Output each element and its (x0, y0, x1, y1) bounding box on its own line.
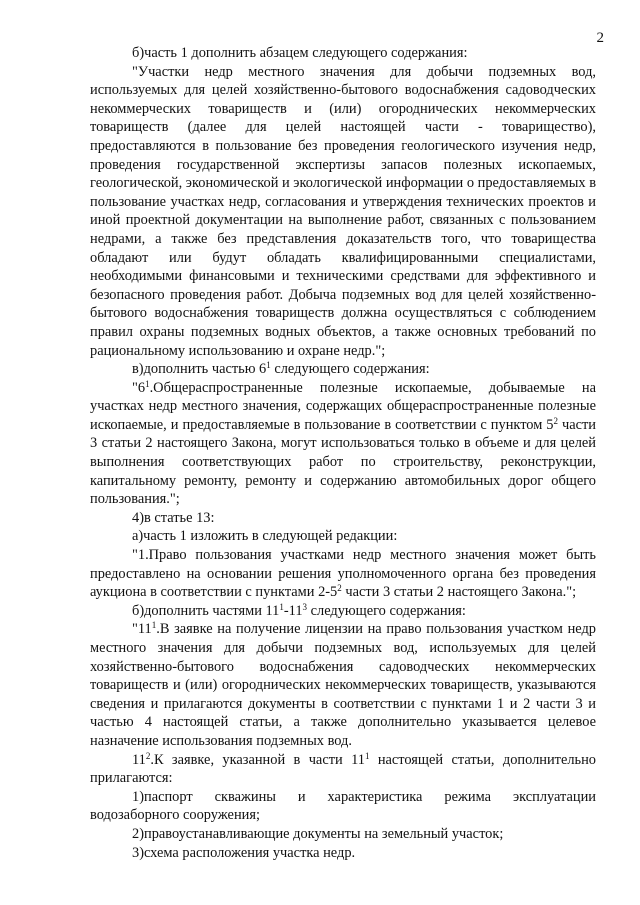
paragraph-item-a: а)часть 1 изложить в следующей редакции: (132, 528, 398, 545)
paragraph-item-4: 4)в статье 13: (132, 509, 215, 526)
paragraph-quote-subsoil-plots: "Участки недр местного значения для добычи подземных вод, используемых для целей хозяйственно-бытового водоснабжения садоводческих некоммерческих товариществ и (или) огороднических некоммерческих товариществ (далее для целей настоящей части - товарищество), предоставляются в пользование без проведения геологического изучения недр, проведения государственной экспертизы запасов полезных ископаемых, геологической, экономической и экологической информации о предоставляемых в пользование участках недр, согласования и утверждения технических проектов и иной проектной документации на выполнение работ, связанных с пользованием недрами, а также без представления доказательств того, что товарищества обладают или будут обладать квалифицированными специалистами, необходимыми финансовыми и техническими средствами для эффективного и безопасного проведения работ. Добыча подземных вод для целей хозяйственно-бытового водоснабжения товариществ должна осуществляться с соблюдением правил охраны подземных водных объектов, а также основных требований по рациональному использованию и охране недр."; (90, 63, 596, 359)
page-number: 2 (596, 30, 604, 46)
paragraph-quote-1: "1.Право пользования участками недр местного значения может быть предоставлено на основании решения уполномоченного органа без проведения аукциона в соответствии с пунктами $2-5^2$ части 3 статьи 2 настоящего Закона."; (90, 547, 596, 601)
paragraph-item-b-2: б)дополнить частями $11^1-11^3$ следующего содержания: (132, 601, 466, 619)
list-item-layout-scheme: 3)схема расположения участка недр. (132, 844, 356, 861)
list-item-passport: 1)паспорт скважины и характеристика режима эксплуатации водозаборного сооружения; (90, 788, 596, 824)
paragraph-quote-11-1: "$11^1.В$ заявке на получение лицензии на право пользования участком недр местного значения для добычи подземных вод, используемых для целей хозяйственно-бытового водоснабжения садоводческих некоммерческих товариществ и (или) огороднических некоммерческих товариществ, указываются сведения и прилагаются документы в соответствии с пунктами 1 и 2 части 3 и частью 4 настоящей статьи, а также дополнительно указывается целевое назначение использования подземных вод. (90, 620, 596, 749)
document-body (90, 44, 596, 862)
list-item-land-documents: 2)правоустанавливающие документы на земельный участок; (132, 825, 504, 842)
paragraph-item-v: в)дополнить частью $6^1$ следующего содержания: (132, 360, 430, 378)
paragraph-quote-6-1: "$6^1.Общераспространенные$ полезные ископаемые, добываемые на участках недр местного значения, содержащих общераспространенные полезные ископаемые, и предоставляемые в пользование в соответствии с пунктом $5^2$ части 3 статьи 2 настоящего Закона, могут использоваться только в объеме и для целей выполнения соответствующих работ по строительству, реконструкции, капитальному ремонту, ремонту и содержанию автомобильных дорог общего пользования."; (90, 378, 596, 508)
paragraph-11-2: $11^2.К$ заявке, указанной в части $11^1$ настоящей статьи, дополнительно прилагаются: (90, 750, 596, 787)
paragraph-item-b: б)часть 1 дополнить абзацем следующего содержания: (132, 45, 468, 61)
